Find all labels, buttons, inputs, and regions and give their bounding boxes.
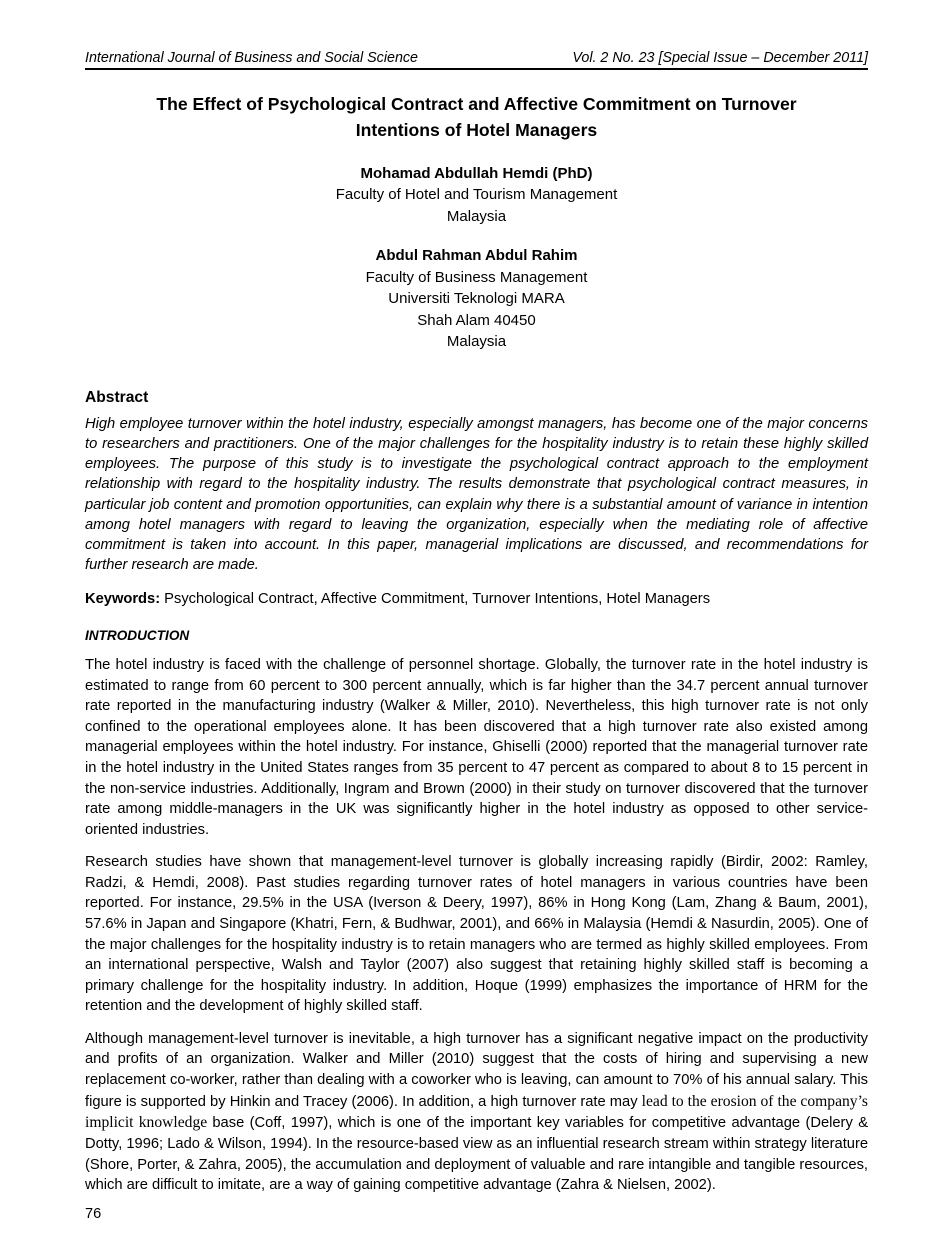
issue-info: Vol. 2 No. 23 [Special Issue – December 2011] <box>572 50 868 66</box>
page-number: 76 <box>85 1205 102 1222</box>
author-affiliation: Faculty of Hotel and Tourism Management <box>335 186 618 204</box>
author-address: Shah Alam 40450 <box>417 311 536 329</box>
author-block-2 <box>85 245 868 352</box>
author-name: Mohamad Abdullah Hemdi (PhD) <box>360 165 593 182</box>
keywords-line <box>85 589 868 609</box>
intro-paragraph-3-part1: Although management-level turnover is inevitable, a high turnover has a significant negative impact on the productivity and profits of an organization. Walker and Miller (2010) suggest that the costs of hiring and supervising a new replacement co-worker, rather than dealing with a coworker who is leaving, can amount to 70% of his annual salary. This figure is supported by Hinkin and Tracey (2006). In addition, a high turnover rate may <box>85 1030 868 1110</box>
intro-paragraph-1: The hotel industry is faced with the challenge of personnel shortage. Globally, the turnover rate in the hotel industry is estimated to range from 60 percent to 300 percent annually, which is far higher than the 34.7 percent annual turnover rate reported in the manufacturing industry (Walker & Miller, 2010). Nevertheless, this high turnover rate is not only confined to the operational employees alone. It has been discovered that a high turnover rate also existed among managerial employees within the hotel industry. For instance, Ghiselli (2000) reported that the managerial turnover rate in the hotel industry in the United States ranges from 35 percent to 47 percent as compared to about 8 to 15 percent in the non-service industries. Additionally, Ingram and Brown (2000) in their study on turnover discovered that the turnover rate among middle-managers in the UK was significantly higher in the hotel industry as opposed to other service-oriented industries. <box>85 657 868 838</box>
keywords-label: Keywords: <box>85 590 161 607</box>
abstract-heading: Abstract <box>85 388 149 406</box>
abstract-text: High employee turnover within the hotel industry, especially amongst managers, has become one of the major concerns to researchers and practitioners. One of the major challenges for the hospitality industry is to retain these highly skilled employees. The purpose of this study is to investigate the psychological contract approach to the employment relationship with regard to the hospitality industry. The results demonstrate that psychological contract measures, in particular job content and promotion opportunities, can explain why there is a substantial amount of variance in intention among hotel managers with regard to leaving the organization, especially when the mediating role of affective commitment is taken into account. In this paper, managerial implications are discussed, and recommendations for further research are made. <box>85 415 868 574</box>
authors-section <box>85 163 868 353</box>
author-affiliation: Faculty of Business Management <box>365 268 588 286</box>
author-country: Malaysia <box>446 207 507 225</box>
journal-header <box>85 50 868 70</box>
author-country: Malaysia <box>446 333 507 351</box>
keywords-text: Psychological Contract, Affective Commitment, Turnover Intentions, Hotel Managers <box>160 590 711 607</box>
paper-title: The Effect of Psychological Contract and Affective Commitment on Turnover Intentions of Hotel Managers <box>156 94 797 140</box>
intro-paragraph-3 <box>85 1029 868 1196</box>
introduction-heading: INTRODUCTION <box>85 628 190 644</box>
intro-paragraph-3-part2: base (Coff, 1997), which is one of the important key variables for competitive advantage (Delery & Dotty, 1996; Lado & Wilson, 1994). In the resource-based view as an influential research stream within strategy literature (Shore, Porter, & Zahra, 2005), the accumulation and deployment of valuable and rare intangible and tangible resources, which are difficult to imitate, are a way of gaining competitive advantage (Zahra & Nielsen, 2002). <box>85 1115 868 1194</box>
intro-paragraph-2: Research studies have shown that management-level turnover is globally increasing rapidly (Birdir, 2002: Ramley, Radzi, & Hemdi, 2008). Past studies regarding turnover rates of hotel managers in various countries have been reported. For instance, 29.5% in the USA (Iverson & Deery, 1997), 86% in Hong Kong (Lam, Zhang & Baum, 2001), 57.6% in Japan and Singapore (Khatri, Fern, & Budhwar, 2001), and 66% in Malaysia (Hemdi & Nasurdin, 2005). One of the major challenges for the hospitality industry is to retain managers who are termed as highly skilled employees. From an international perspective, Walsh and Taylor (2007) also suggest that retaining highly skilled staff is becoming a primary challenge for the hospitality industry. In addition, Hoque (1999) emphasizes the importance of HRM for the retention and the development of highly skilled staff. <box>85 854 868 1015</box>
intro-paragraph-3-serif: lead to the erosion of the company’s implicit knowledge <box>85 1092 868 1132</box>
author-university: Universiti Teknologi MARA <box>388 290 565 308</box>
author-block-1 <box>85 163 868 227</box>
journal-name: International Journal of Business and Social Science <box>85 50 419 66</box>
author-name: Abdul Rahman Abdul Rahim <box>375 247 578 265</box>
